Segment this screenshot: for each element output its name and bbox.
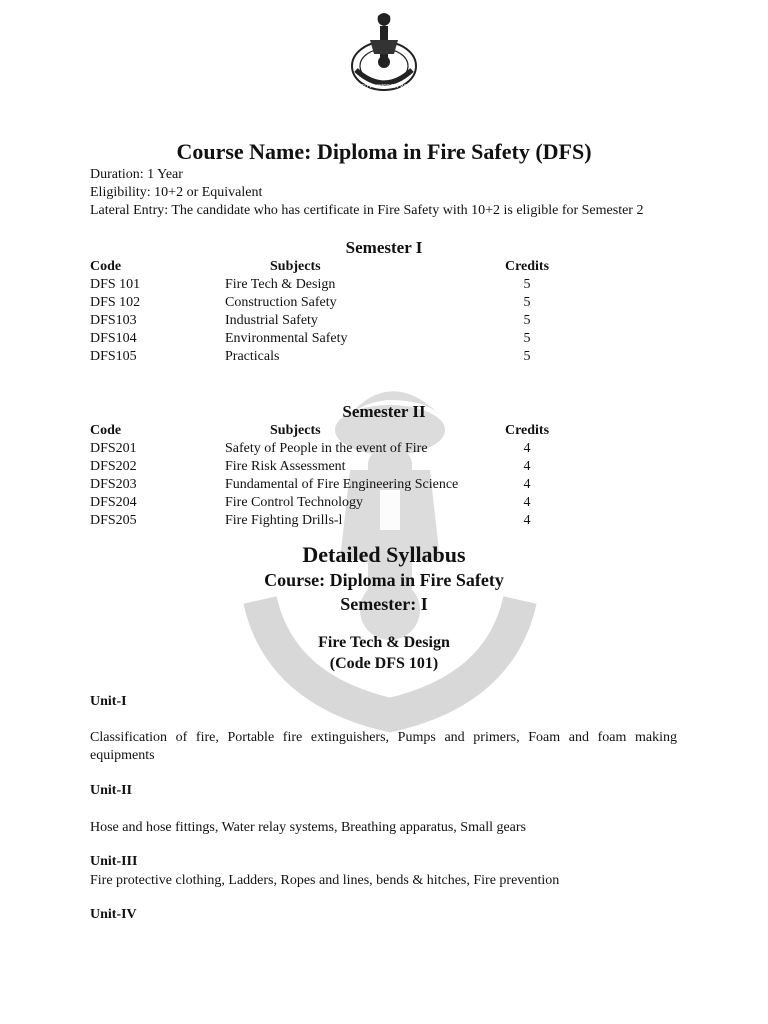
course-credits: 4 — [523, 513, 531, 528]
syllabus-semester-heading: Semester: I — [340, 594, 428, 614]
duration-text: Duration: 1 Year — [90, 167, 183, 182]
unit-1-text: Classification of fire, Portable fire extinguishers, Pumps and primers, Foam and foam making equipments — [90, 730, 677, 763]
course-subject: Industrial Safety — [225, 313, 318, 328]
semester-2-heading: Semester II — [342, 402, 426, 421]
course-subject: Fire Control Technology — [225, 495, 363, 510]
code-column-header: Code — [90, 259, 122, 274]
syllabus-course-heading: Course: Diploma in Fire Safety — [264, 570, 504, 590]
subject-code-heading: (Code DFS 101) — [329, 655, 439, 672]
course-code: DFS 101 — [90, 277, 141, 292]
semester-1-table — [90, 258, 570, 366]
table-row — [90, 476, 570, 494]
course-title: Course Name: Diploma in Fire Safety (DFS) — [176, 139, 592, 164]
course-subject: Fire Risk Assessment — [225, 459, 346, 474]
course-subject: Environmental Safety — [225, 331, 348, 346]
course-code: DFS203 — [90, 477, 137, 492]
table-row — [90, 440, 570, 458]
course-code: DFS105 — [90, 349, 137, 364]
code-column-header: Code — [90, 423, 122, 438]
unit-2-title: Unit-II — [90, 783, 133, 798]
unit-1-title: Unit-I — [90, 694, 127, 709]
course-credits: 4 — [523, 495, 531, 510]
table-row — [90, 276, 570, 294]
eligibility-text: Eligibility: 10+2 or Equivalent — [90, 185, 263, 200]
unit-2-text: Hose and hose fittings, Water relay systems, Breathing apparatus, Small gears — [90, 820, 527, 835]
table-row — [90, 458, 570, 476]
lateral-entry-text: Lateral Entry: The candidate who has certificate in Fire Safety with 10+2 is eligible for Semester 2 — [90, 203, 644, 218]
table-row — [90, 312, 570, 330]
course-credits: 5 — [523, 331, 531, 346]
course-credits: 5 — [523, 313, 531, 328]
subjects-column-header: Subjects — [270, 423, 321, 438]
credits-column-header: Credits — [504, 259, 550, 274]
semester-2-table — [90, 422, 570, 530]
course-code: DFS205 — [90, 513, 137, 528]
detailed-syllabus-heading: Detailed Syllabus — [302, 542, 466, 567]
course-subject: Practicals — [225, 349, 280, 364]
course-credits: 4 — [523, 441, 531, 456]
course-code: DFS204 — [90, 495, 137, 510]
credits-column-header: Credits — [504, 423, 550, 438]
table-row — [90, 348, 570, 366]
course-credits: 5 — [523, 349, 531, 364]
course-credits: 4 — [523, 477, 531, 492]
table-row — [90, 512, 570, 530]
table-row — [90, 330, 570, 348]
course-code: DFS104 — [90, 331, 137, 346]
university-seal-icon — [320, 10, 448, 92]
semester-1-heading: Semester I — [345, 238, 423, 257]
table-row — [90, 494, 570, 512]
course-subject: Fire Tech & Design — [225, 277, 336, 292]
unit-3-title: Unit-III — [90, 854, 138, 869]
course-code: DFS201 — [90, 441, 137, 456]
table-header-row — [90, 422, 570, 440]
course-code: DFS202 — [90, 459, 137, 474]
seal-text: GLOCAL UNIVERSITY · WISDOM WITH KNOWLEDGE — [320, 84, 448, 90]
course-subject: Construction Safety — [225, 295, 337, 310]
course-code: DFS 102 — [90, 295, 141, 310]
unit-3-text: Fire protective clothing, Ladders, Ropes and lines, bends & hitches, Fire prevention — [90, 873, 560, 888]
subjects-column-header: Subjects — [270, 259, 321, 274]
course-credits: 5 — [523, 277, 531, 292]
subject-heading: Fire Tech & Design — [318, 634, 450, 651]
course-subject: Safety of People in the event of Fire — [225, 441, 428, 456]
course-subject: Fire Fighting Drills-l — [225, 513, 343, 528]
course-credits: 4 — [523, 459, 531, 474]
table-row — [90, 294, 570, 312]
table-header-row — [90, 258, 570, 276]
course-credits: 5 — [523, 295, 531, 310]
course-code: DFS103 — [90, 313, 137, 328]
unit-4-title: Unit-IV — [90, 907, 137, 922]
course-subject: Fundamental of Fire Engineering Science — [225, 477, 459, 492]
